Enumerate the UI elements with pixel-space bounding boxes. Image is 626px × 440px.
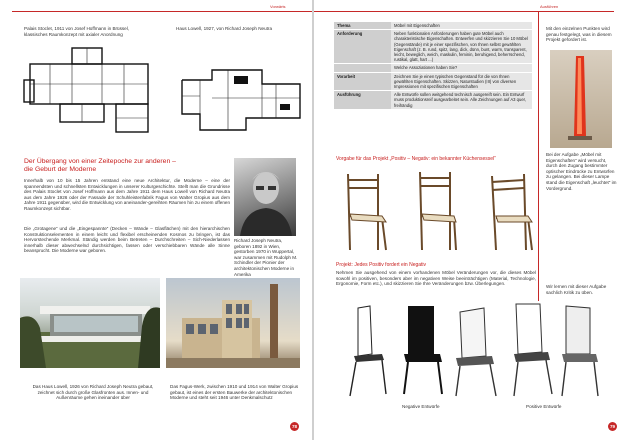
chairs-heading: Vorgabe für das Projekt „Positiv – Negativ: ein bekannter Küchensessel“	[336, 156, 496, 162]
lamp-caption-bottom: Bei der Aufgabe „Möbel mit Eigenschaften“ wird versucht, durch den Zugang bestimmter optischer Eindrücke zu Entwürfen zu gelangen. Bei dieser Lampe stand die Eigenschaft „leuchtet“ im Vordergrund.	[546, 152, 617, 191]
floor-plan-lowell	[176, 44, 306, 140]
floor-plan-stoclet	[20, 40, 162, 140]
heading-line-2: die Geburt der Moderne	[24, 166, 97, 173]
table-key: Vorarbeit	[334, 72, 391, 91]
photo-fagus-werk	[166, 278, 300, 368]
folio-right: 79	[609, 424, 615, 429]
left-page	[0, 0, 312, 440]
running-head-right: Ausführen	[540, 4, 559, 9]
positive-chair-2	[562, 306, 598, 396]
plan1-caption: Palais Stoclet, 1911 von Josef Hoffmann in Brüssel, klassisches Raumkonzept mit axialer Anordnung	[24, 26, 130, 37]
photo-haus-lowell	[20, 278, 160, 368]
reference-chairs	[334, 166, 540, 256]
running-head-rule	[12, 11, 312, 12]
table-value: Alle Entwürfe sollen weitgehend technisch ausgereift sein. Ein Entwurf muss produktionsreif ausgearbeitet sein. Alle Zeichnungen auf A3 quer, freihändig	[391, 91, 532, 110]
negative-chair-2	[404, 306, 442, 394]
project-body: Nehmen Sie ausgehend von einem vorhandenen Möbel Veränderungen vor, die dieses Möbel sowohl im positiven, besonders aber im negativen Weise beeinträchtigen (Material, Technologie, Ergonomie, Form etc.), und skizzieren Sie Ihre Veränderungen bzw. Überlegungen.	[336, 270, 536, 287]
body-paragraph-1: Innerhalb von 10 bis 15 Jahren entstand eine neue Architektur, die Moderne – eine der spannendsten und schnellsten Entwicklungen in unserer Kulturgeschichte. Stellt man die Grundrisse des Palais Stoclet von Josef Hoffmann aus dem Jahre 1911 dem Haus Lowell von Richard Neutra aus dem Jahre 1926 oder der Fassade der Schuhleistenfabrik Fagus von Walter Gropius aus dem Jahre 1911 gegenüber, wird die Entwicklung von aneinander-gereihten Räumen hin zu einem offenen Raumkonzept sichtbar.	[24, 178, 230, 211]
heading-line-1: Der Übergang von einer Zeitepoche zur anderen –	[24, 158, 176, 165]
table-key: Anforderung	[334, 30, 391, 64]
table-row	[334, 64, 532, 72]
side-note: Wir lernen mit dieser Aufgabe sachlich Kritik zu üben.	[546, 284, 607, 295]
negative-chair-3	[456, 308, 496, 396]
label-negative: Negative Entwürfe	[402, 404, 440, 409]
fagus-werk-drawing	[166, 278, 300, 368]
table-value: Zeichnen Sie je einen typischen Gegenstand für die von Ihnen gewählten Eigenschaften. Skizzen, Naturstudien (III) von diversen Impressionen mit spezifischen Eigenschaften	[391, 72, 532, 91]
table-value: Welche Assoziationen haben Sie?	[391, 64, 532, 72]
table-row	[334, 91, 532, 110]
table-value: Möbel mit Eigenschaften	[391, 22, 532, 30]
lamp-caption-top: Mit den einzelnen Punkten wird genau festgelegt, was in diesem Projekt gefordert ist.	[546, 26, 612, 43]
haus-lowell-drawing	[20, 278, 160, 368]
label-positive: Positive Entwürfe	[526, 404, 562, 409]
assignment-table	[334, 22, 532, 110]
table-key	[334, 64, 391, 72]
portrait-caption: Richard Joseph Neutra, geboren 1892 in Wien, gestorben 1970 in Wuppertal, war zusammen mit Rudolph M. Schindler der Pionier der architektonischen Moderne in Amerika	[234, 238, 298, 277]
photo1-caption: Das Haus Lowell, 1926 von Richard Joseph Neutra gebaut, zeichnet sich durch große Glasfronten aus. Innen- und Außenräume gehen ineinander über	[32, 384, 154, 401]
portrait-figure	[234, 158, 296, 236]
variant-chairs	[344, 302, 604, 398]
section-heading	[24, 158, 234, 174]
lamp-drawing	[550, 50, 612, 148]
folio-left: 78	[291, 424, 297, 429]
negative-chair-1	[350, 306, 386, 396]
portrait-neutra	[234, 158, 296, 236]
table-row	[334, 30, 532, 64]
project-heading: Projekt: Jedes Positiv fordert ein Negativ	[336, 262, 427, 268]
table-row	[334, 22, 532, 30]
right-page	[314, 0, 626, 440]
table-value: Neben funktionalen Anforderungen haben gute Möbel auch charakteristische Eigenschaften. Entwerfen und skizzieren Sie 10 Möbel (Gegenstände) mit je einer spezifischen, von Ihnen selbst gewählten Eigenschaft (z. B. rund, spitz, lang, dick, dünn, bunt, warm, transparent, leicht, beweglich, weich, maskulin, feminin, beruhigend, beherrschend, rustikal, glatt, hart ...)	[391, 30, 532, 64]
photo-lamp	[550, 50, 612, 148]
photo2-caption: Das Fagus-Werk, zwischen 1910 und 1914 von Walter Gropius gebaut, ist eines der ersten Bauwerke der architektonischen Moderne und steht seit 1946 unter Denkmalschutz	[170, 384, 299, 401]
running-head-rule-right	[314, 11, 614, 12]
table-key: Ausführung	[334, 91, 391, 110]
table-row	[334, 72, 532, 91]
positive-chair-1	[514, 304, 552, 396]
plan2-caption: Haus Lowell, 1927, von Richard Joseph Neutra	[176, 26, 273, 31]
table-key: Thema	[334, 22, 391, 30]
body-paragraph-2: Die „Grotagene“ und die „Eingespannte“ (Decken – Wände – Glasflächen) mit den hierarchischen Konstruktionselementen in einem leicht und flexibel erscheinenden Kosmos zu bringen, ist das Hervorstechende Merkmal. Ständig werden beim Betreten – Durchschreiten – Sich-Niederlassen innerhalb dieser abwechselnd durchsichtigen, fassen oder verschiebbaren Wände alle Sinne beansprucht. Die Moderne war geboren.	[24, 226, 230, 254]
running-head: Vorwärts	[270, 4, 286, 9]
